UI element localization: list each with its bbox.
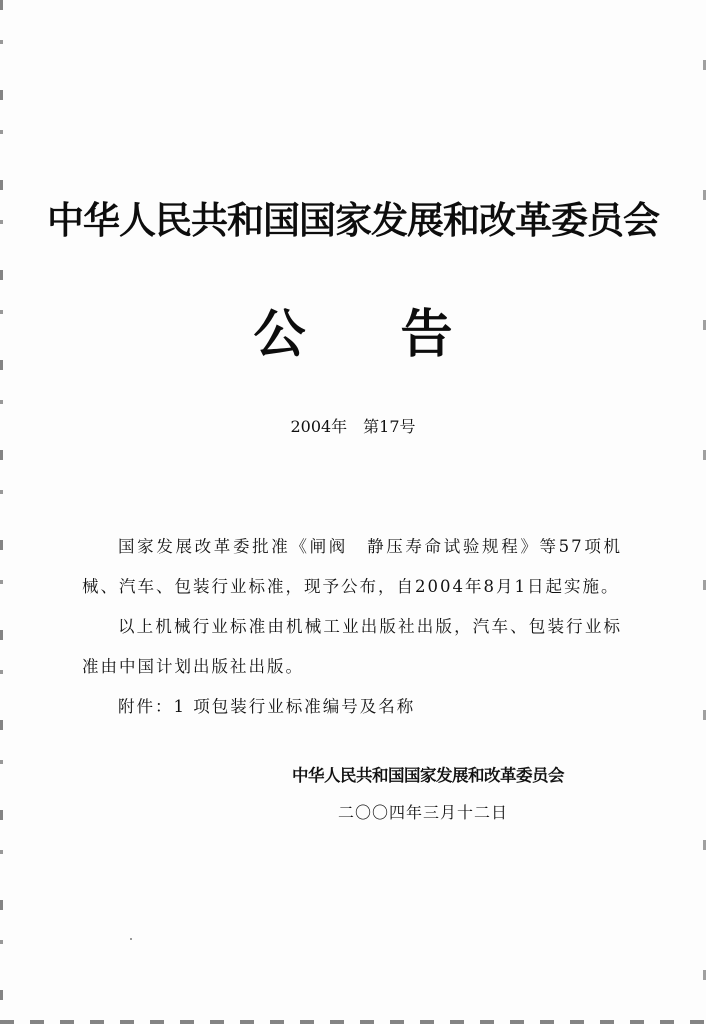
- signature-organization: 中华人民共和国国家发展和改革委员会: [292, 766, 564, 785]
- organization-title: 中华人民共和国国家发展和改革委员会: [47, 199, 659, 242]
- announcement-number: 2004年 第17号: [290, 417, 416, 436]
- body-paragraph-publishers: 以上机械行业标准由机械工业出版社出版，汽车、包装行业标准由中国计划出版社出版。: [82, 617, 622, 676]
- scan-edge-bottom: [0, 1020, 706, 1024]
- announcement-body: [82, 527, 622, 727]
- body-paragraph-attachment: 附件：1 项包装行业标准编号及名称: [118, 697, 416, 716]
- announcement-title: 公告: [253, 305, 548, 365]
- body-paragraph-approval: 国家发展改革委批准《闸阀 静压寿命试验规程》等57项机械、汽车、包装行业标准，现予公布，自2004年8月1日起实施。: [82, 537, 622, 596]
- scan-speck: [130, 938, 132, 940]
- signature-date: 二〇〇四年三月十二日: [338, 803, 509, 822]
- scan-edge-left: [0, 0, 3, 1024]
